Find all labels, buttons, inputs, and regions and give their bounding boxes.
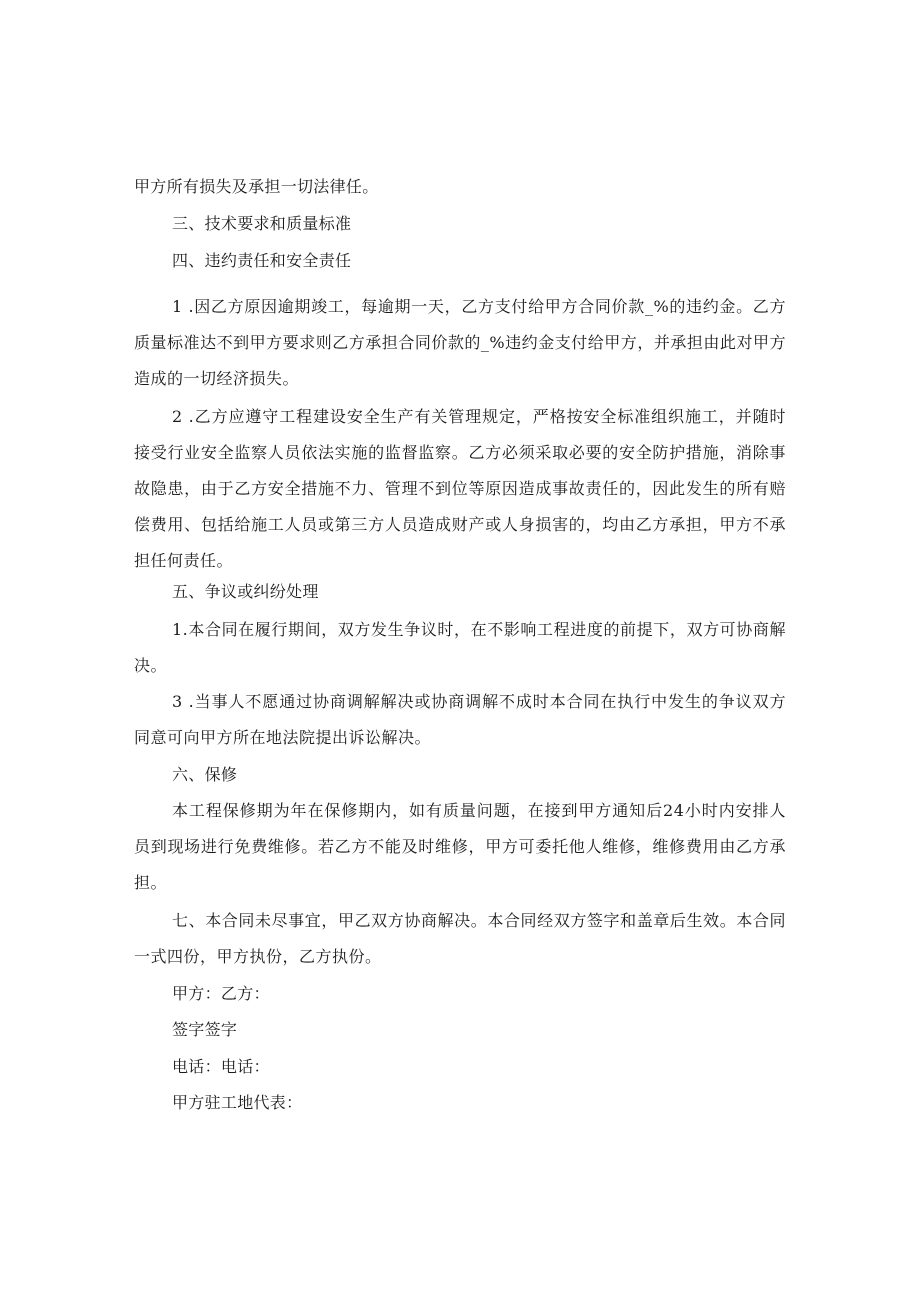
- clause-5-1: 1.本合同在履行期间，双方发生争议时，在不影响工程进度的前提下，双方可协商解决。: [134, 620, 786, 675]
- continuation-line: 甲方所有损失及承担一切法律任。: [134, 177, 379, 196]
- signature-parties: 甲方：乙方：: [172, 984, 270, 1003]
- clause-4-1: 1 .因乙方原因逾期竣工，每逾期一天，乙方支付给甲方合同价款_%的违约金。乙方质量标准达不到甲方要求则乙方承担合同价款的_%违约金支付给甲方，并承担由此对甲方造成的一切经济损失。: [134, 297, 786, 388]
- section-heading-6: 六、保修: [172, 765, 238, 784]
- signature-phone: 电话：电话：: [172, 1057, 270, 1076]
- clause-7: 七、本合同未尽事宜，甲乙双方协商解决。本合同经双方签字和盖章后生效。本合同一式四份，甲方执份，乙方执份。: [134, 911, 786, 966]
- section-heading-4: 四、违约责任和安全责任: [172, 251, 352, 270]
- clause-5-3: 3 .当事人不愿通过协商调解解决或协商调解不成时本合同在执行中发生的争议双方同意可向甲方所在地法院提出诉讼解决。: [134, 692, 786, 747]
- site-representative: 甲方驻工地代表：: [172, 1093, 303, 1112]
- clause-4-2: 2 .乙方应遵守工程建设安全生产有关管理规定，严格按安全标准组织施工，并随时接受行业安全监察人员依法实施的监督监察。乙方必须采取必要的安全防护措施，消除事故隐患，由于乙方安全措施不力、管理不到位等原因造成事故责任的，因此发生的所有赔偿费用、包括给施工人员或第三方人员造成财产或人身损害的，均由乙方承担，甲方不承担任何责任。: [134, 407, 786, 570]
- section-heading-3: 三、技术要求和质量标准: [172, 214, 352, 233]
- section-heading-5: 五、争议或纠纷处理: [172, 582, 319, 601]
- signature-sign: 签字签字: [172, 1020, 238, 1039]
- clause-6-warranty: 本工程保修期为年在保修期内，如有质量问题，在接到甲方通知后24小时内安排人员到现场进行免费维修。若乙方不能及时维修，甲方可委托他人维修，维修费用由乙方承担。: [134, 801, 786, 892]
